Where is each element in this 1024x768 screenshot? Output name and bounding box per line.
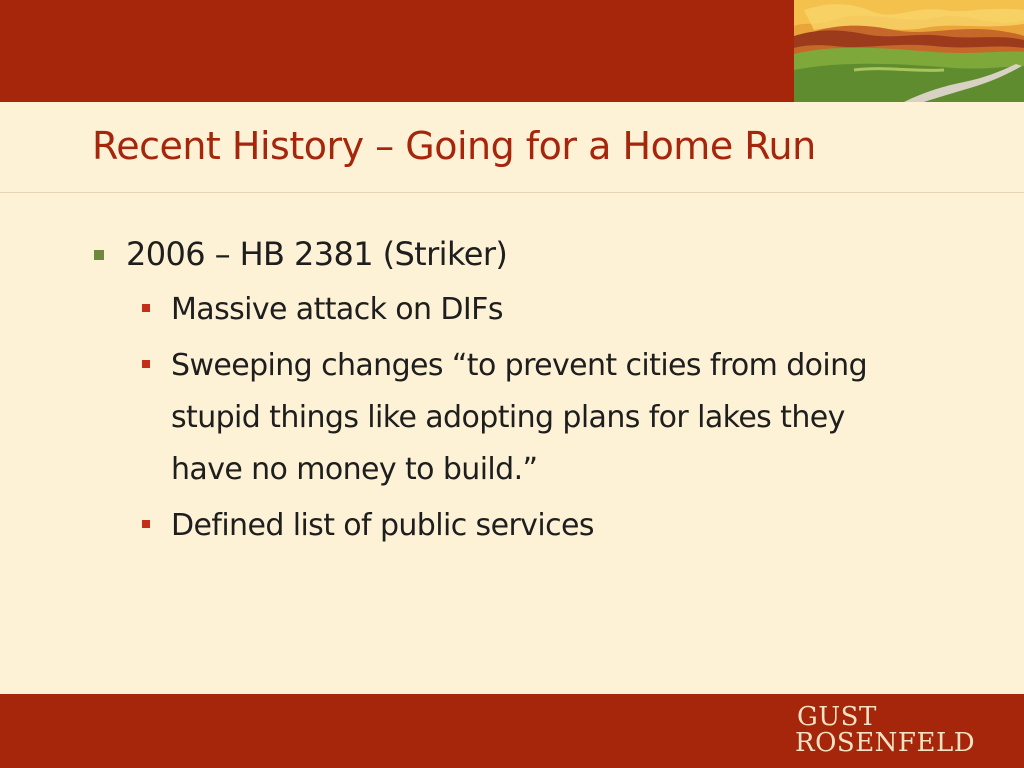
slide-title: Recent History – Going for a Home Run bbox=[92, 124, 816, 168]
slide-content bbox=[94, 232, 934, 556]
square-bullet-icon bbox=[142, 520, 150, 528]
bullet-level2 bbox=[142, 340, 922, 496]
bullet-text: 2006 – HB 2381 (Striker) bbox=[126, 235, 508, 273]
square-bullet-icon bbox=[94, 250, 104, 260]
logo-line2: ROSENFELD bbox=[795, 728, 976, 758]
sub-bullet-text: Sweeping changes “to prevent cities from doing stupid things like adopting plans for lakes they have no money to build.” bbox=[171, 348, 868, 487]
bullet-level2 bbox=[142, 284, 922, 336]
title-divider bbox=[0, 192, 1024, 193]
logo-line1: GUST bbox=[797, 702, 877, 732]
sub-bullet-list bbox=[142, 284, 934, 552]
bullet-level2 bbox=[142, 500, 922, 552]
square-bullet-icon bbox=[142, 304, 150, 312]
sub-bullet-text: Massive attack on DIFs bbox=[171, 292, 503, 327]
gust-rosenfeld-logo bbox=[795, 702, 976, 760]
sub-bullet-text: Defined list of public services bbox=[171, 508, 594, 543]
bullet-level1 bbox=[94, 232, 934, 276]
square-bullet-icon bbox=[142, 360, 150, 368]
landscape-illustration bbox=[794, 0, 1024, 102]
